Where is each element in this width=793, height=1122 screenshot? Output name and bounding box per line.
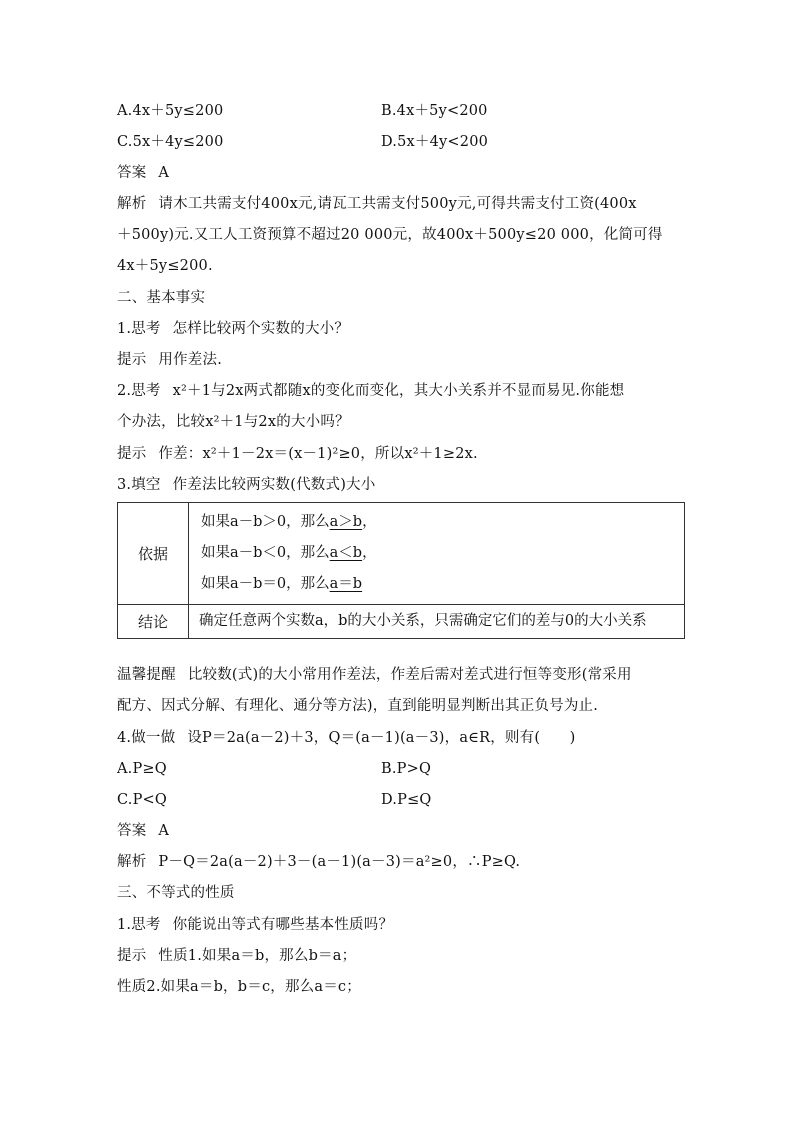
do-analysis-text: P－Q＝2a(a－2)＋3－(a－1)(a－3)＝a²≥0，∴P≥Q. [158, 854, 521, 870]
do-option-b: B.P>Q [381, 761, 432, 777]
analysis-text-1: 请木工共需支付400x元,请瓦工共需支付500y元,可得共需支付工资(400x [158, 196, 637, 212]
property-2: 性质2.如果a＝b，b＝c，那么a＝c； [117, 979, 361, 995]
do-analysis-line [117, 851, 520, 873]
do-it [117, 727, 575, 749]
think-2-line-2: 个办法，比较x²＋1与2x的大小吗？ [117, 414, 350, 430]
think-2-label: 2.思考 [117, 383, 161, 399]
tip-line-2: 配方、因式分解、有理化、通分等方法)，直到能明显判断出其正负号为止. [117, 698, 599, 714]
do-answer-line [117, 820, 169, 842]
do-text: 设P＝2a(a－2)＋3，Q＝(a－1)(a－3)，a∈R，则有( ) [187, 730, 576, 746]
basis-row-1 [201, 507, 676, 538]
basis-header: 依据 [118, 503, 189, 605]
conclusion-header: 结论 [118, 605, 189, 639]
table-row-basis [118, 503, 685, 605]
tip-text-1: 比较数(式)的大小常用作差法，作差后需对差式进行恒等变形(常采用 [187, 667, 632, 683]
option-d: D.5x＋4y<200 [381, 134, 489, 150]
basis-row-1-suffix: ， [362, 514, 377, 530]
analysis-label: 解析 [117, 196, 147, 212]
hint-1-label: 提示 [117, 352, 147, 368]
basis-row-3 [201, 569, 676, 600]
fill-label: 3.填空 [117, 477, 161, 493]
think-3 [117, 914, 393, 936]
hint-3-label: 提示 [117, 948, 147, 964]
answer-value: A [158, 165, 170, 181]
section-heading-inequality-properties: 三、不等式的性质 [117, 885, 235, 901]
do-label: 4.做一做 [117, 730, 176, 746]
hint-1 [117, 349, 222, 371]
hint-2 [117, 443, 478, 465]
basis-cell [189, 503, 685, 605]
think-3-text: 你能说出等式有哪些基本性质吗？ [172, 917, 394, 933]
do-option-a: A.P≥Q [117, 761, 167, 777]
hint-1-text: 用作差法. [158, 352, 223, 368]
basis-row-2-answer: a＜b [329, 545, 363, 561]
do-analysis-label: 解析 [117, 854, 147, 870]
tip-line-1 [117, 664, 632, 686]
basis-row-1-prefix: 如果a－b＞0，那么 [201, 514, 330, 530]
answer-label: 答案 [117, 165, 147, 181]
analysis-line-1 [117, 193, 637, 215]
think-1-text: 怎样比较两个实数的大小？ [172, 321, 350, 337]
fill-in [117, 474, 375, 496]
analysis-line-3: 4x＋5y≤200. [117, 258, 213, 274]
hint-2-label: 提示 [117, 446, 147, 462]
basis-row-2-suffix: ， [362, 545, 377, 561]
think-2-line-1 [117, 380, 624, 402]
do-answer-value: A [158, 823, 170, 839]
conclusion-text: 确定任意两个实数a，b的大小关系，只需确定它们的差与0的大小关系 [189, 605, 685, 639]
table-row-conclusion [118, 605, 685, 639]
analysis-line-2: ＋500y)元.又工人工资预算不超过20 000元，故400x＋500y≤20 000，化简可得 [117, 227, 663, 243]
basis-row-1-answer: a＞b [329, 514, 363, 530]
basis-row-2-prefix: 如果a－b＜0，那么 [201, 545, 330, 561]
option-c: C.5x＋4y≤200 [117, 134, 224, 150]
fill-text: 作差法比较两实数(代数式)大小 [172, 477, 376, 493]
property-1: 性质1.如果a＝b，那么b＝a； [158, 948, 357, 964]
basis-row-2 [201, 538, 676, 569]
think-1-label: 1.思考 [117, 321, 161, 337]
do-option-d: D.P≤Q [381, 792, 432, 808]
answer-line [117, 162, 169, 184]
think-3-label: 1.思考 [117, 917, 161, 933]
hint-3 [117, 945, 356, 967]
do-option-c: C.P<Q [117, 792, 167, 808]
think-1 [117, 318, 349, 340]
option-b: B.4x＋5y<200 [381, 103, 488, 119]
comparison-table [117, 502, 685, 639]
option-a: A.4x＋5y≤200 [117, 103, 224, 119]
think-2-text-1: x²＋1与2x两式都随x的变化而变化，其大小关系并不显而易见.你能想 [172, 383, 625, 399]
tip-label: 温馨提醒 [117, 667, 176, 683]
do-answer-label: 答案 [117, 823, 147, 839]
hint-2-text: 作差：x²＋1－2x＝(x－1)²≥0，所以x²＋1≥2x. [158, 446, 478, 462]
section-heading-basic-facts: 二、基本事实 [117, 290, 206, 306]
basis-row-3-answer: a＝b [329, 576, 363, 592]
basis-row-3-prefix: 如果a－b＝0，那么 [201, 576, 330, 592]
